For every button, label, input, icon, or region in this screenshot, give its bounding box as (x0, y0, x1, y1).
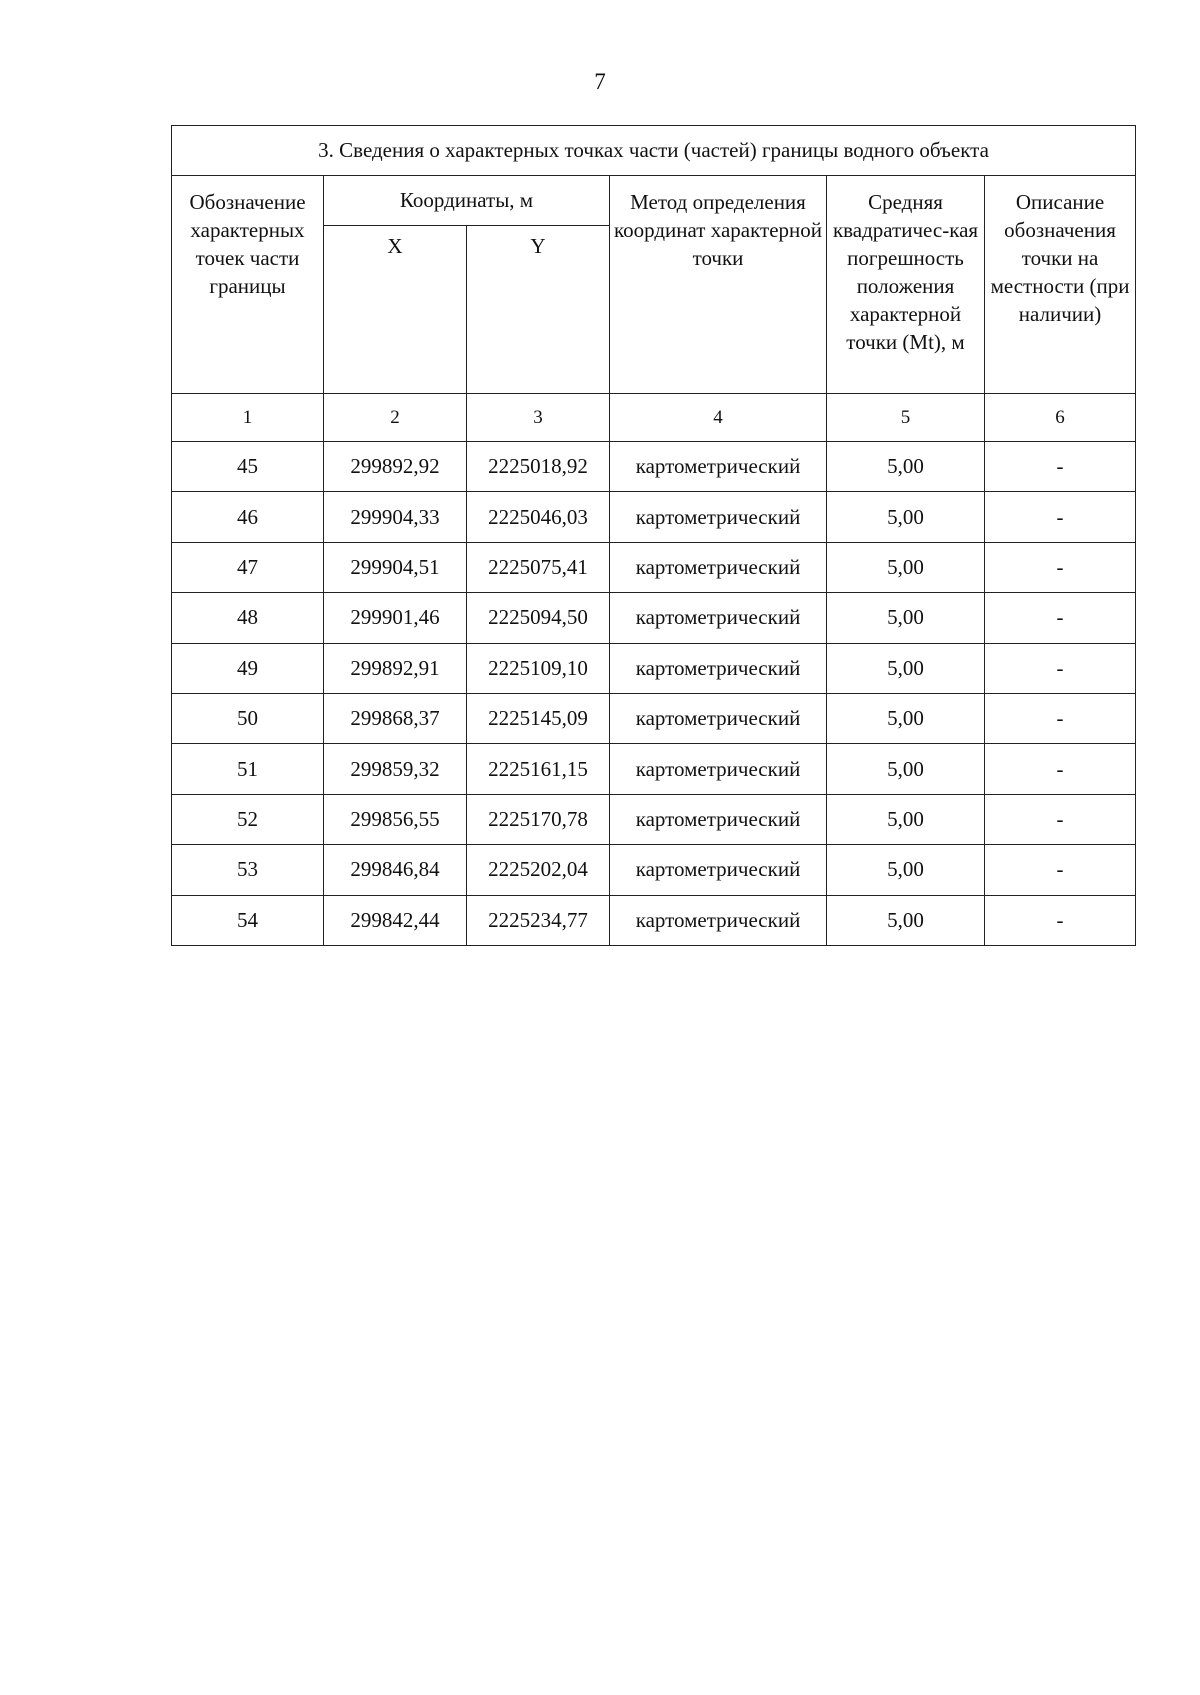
column-number: 1 (172, 394, 324, 442)
cell-method: картометрический (610, 643, 827, 693)
cell-y: 2225094,50 (467, 593, 610, 643)
table-row (172, 442, 1136, 492)
cell-point-id: 50 (172, 693, 324, 743)
header-x: X (324, 226, 467, 394)
header-error: Средняя квадратичес-кая погрешность положения характерной точки (Mt), м (827, 176, 985, 394)
table-header-row (172, 176, 1136, 226)
page-number: 7 (594, 69, 606, 94)
cell-y: 2225202,04 (467, 845, 610, 895)
cell-x: 299892,91 (324, 643, 467, 693)
cell-point-id: 54 (172, 895, 324, 945)
header-coordinates: Координаты, м (324, 176, 610, 226)
cell-point-id: 47 (172, 542, 324, 592)
column-number: 6 (985, 394, 1136, 442)
table-row (172, 693, 1136, 743)
cell-point-id: 51 (172, 744, 324, 794)
cell-method: картометрический (610, 542, 827, 592)
table-row (172, 542, 1136, 592)
cell-point-id: 49 (172, 643, 324, 693)
cell-error: 5,00 (827, 693, 985, 743)
table-title: 3. Сведения о характерных точках части (частей) границы водного объекта (172, 126, 1136, 176)
header-method: Метод определения координат характерной точки (610, 176, 827, 394)
column-number: 4 (610, 394, 827, 442)
cell-x: 299904,51 (324, 542, 467, 592)
cell-y: 2225109,10 (467, 643, 610, 693)
table-row (172, 845, 1136, 895)
cell-description: - (985, 643, 1136, 693)
table-row (172, 643, 1136, 693)
cell-error: 5,00 (827, 744, 985, 794)
cell-y: 2225161,15 (467, 744, 610, 794)
cell-x: 299868,37 (324, 693, 467, 743)
column-number: 3 (467, 394, 610, 442)
table-row (172, 794, 1136, 844)
cell-description: - (985, 442, 1136, 492)
cell-error: 5,00 (827, 442, 985, 492)
cell-error: 5,00 (827, 593, 985, 643)
cell-description: - (985, 693, 1136, 743)
cell-error: 5,00 (827, 895, 985, 945)
cell-x: 299904,33 (324, 492, 467, 542)
cell-x: 299859,32 (324, 744, 467, 794)
table-row (172, 744, 1136, 794)
cell-description: - (985, 794, 1136, 844)
cell-method: картометрический (610, 442, 827, 492)
column-number-row (172, 394, 1136, 442)
cell-error: 5,00 (827, 794, 985, 844)
table-row (172, 593, 1136, 643)
header-y: Y (467, 226, 610, 394)
cell-error: 5,00 (827, 492, 985, 542)
cell-description: - (985, 744, 1136, 794)
table-row (172, 895, 1136, 945)
cell-description: - (985, 895, 1136, 945)
cell-point-id: 46 (172, 492, 324, 542)
cell-method: картометрический (610, 845, 827, 895)
cell-y: 2225234,77 (467, 895, 610, 945)
table-title-row (172, 126, 1136, 176)
cell-y: 2225075,41 (467, 542, 610, 592)
cell-description: - (985, 593, 1136, 643)
cell-error: 5,00 (827, 542, 985, 592)
cell-y: 2225046,03 (467, 492, 610, 542)
cell-point-id: 45 (172, 442, 324, 492)
cell-method: картометрический (610, 693, 827, 743)
cell-x: 299856,55 (324, 794, 467, 844)
cell-method: картометрический (610, 593, 827, 643)
cell-method: картометрический (610, 895, 827, 945)
cell-method: картометрический (610, 492, 827, 542)
cell-error: 5,00 (827, 643, 985, 693)
cell-point-id: 53 (172, 845, 324, 895)
cell-method: картометрический (610, 794, 827, 844)
cell-x: 299842,44 (324, 895, 467, 945)
cell-point-id: 48 (172, 593, 324, 643)
cell-x: 299901,46 (324, 593, 467, 643)
cell-point-id: 52 (172, 794, 324, 844)
boundary-points-table (171, 125, 1136, 946)
cell-y: 2225145,09 (467, 693, 610, 743)
cell-description: - (985, 542, 1136, 592)
cell-x: 299846,84 (324, 845, 467, 895)
cell-method: картометрический (610, 744, 827, 794)
header-description: Описание обозначения точки на местности (при наличии) (985, 176, 1136, 394)
cell-y: 2225170,78 (467, 794, 610, 844)
cell-description: - (985, 845, 1136, 895)
column-number: 2 (324, 394, 467, 442)
cell-x: 299892,92 (324, 442, 467, 492)
cell-y: 2225018,92 (467, 442, 610, 492)
table-row (172, 492, 1136, 542)
column-number: 5 (827, 394, 985, 442)
cell-description: - (985, 492, 1136, 542)
cell-error: 5,00 (827, 845, 985, 895)
header-designation: Обозначение характерных точек части границы (172, 176, 324, 394)
